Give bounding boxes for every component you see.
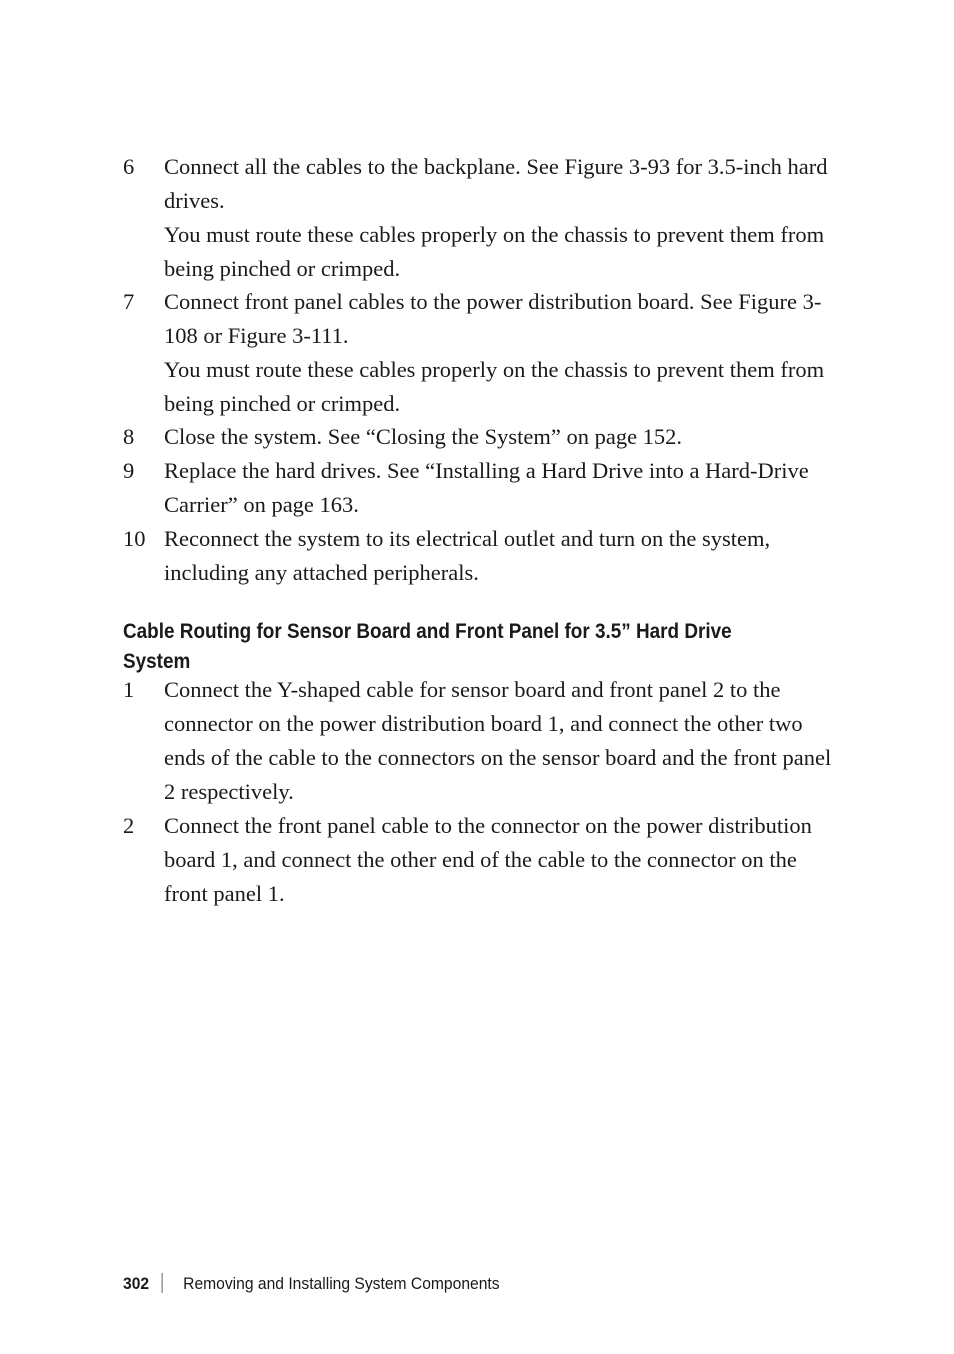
step-6	[123, 150, 843, 286]
footer-divider	[162, 1273, 163, 1293]
step-text: Replace the hard drives. See “Installing a Hard Drive into a Hard-Drive Carrier” on page 163.	[164, 458, 809, 517]
step-8	[123, 420, 843, 454]
step-number: 10	[123, 526, 146, 551]
section-step-2	[123, 809, 843, 911]
step-text: Reconnect the system to its electrical outlet and turn on the system, including any attached peripherals.	[164, 526, 771, 585]
section-heading-line: System	[123, 649, 191, 673]
page-footer	[123, 1271, 500, 1297]
step-number: 9	[123, 458, 135, 483]
step-10	[123, 522, 843, 590]
step-7	[123, 285, 843, 421]
step-number: 2	[123, 813, 135, 838]
step-number: 7	[123, 289, 135, 314]
step-text: Connect all the cables to the backplane. See Figure 3-93 for 3.5-inch hard drives.	[164, 154, 828, 213]
chapter-title: Removing and Installing System Components	[183, 1274, 500, 1293]
step-text: Connect front panel cables to the power distribution board. See Figure 3-108 or Figure 3-111.	[164, 289, 822, 348]
section-heading-line: Cable Routing for Sensor Board and Front Panel for 3.5” Hard Drive	[123, 619, 732, 643]
page-number: 302	[123, 1274, 150, 1293]
step-note: You must route these cables properly on the chassis to prevent them from being pinched or crimped.	[164, 357, 825, 416]
step-number: 6	[123, 154, 135, 179]
step-text: Connect the front panel cable to the connector on the power distribution board 1, and connect the other end of the cable to the connector on the front panel 1.	[164, 813, 812, 906]
section-step-1	[123, 673, 843, 809]
step-number: 8	[123, 424, 135, 449]
step-text: Connect the Y-shaped cable for sensor board and front panel 2 to the connector on the power distribution board 1, and connect the other two ends of the cable to the connectors on the sensor board and the front panel 2 respectively.	[164, 677, 832, 804]
section-heading	[123, 616, 757, 676]
step-text: Close the system. See “Closing the System” on page 152.	[164, 424, 683, 449]
step-note: You must route these cables properly on the chassis to prevent them from being pinched or crimped.	[164, 222, 825, 281]
step-9	[123, 454, 843, 522]
step-number: 1	[123, 677, 135, 702]
